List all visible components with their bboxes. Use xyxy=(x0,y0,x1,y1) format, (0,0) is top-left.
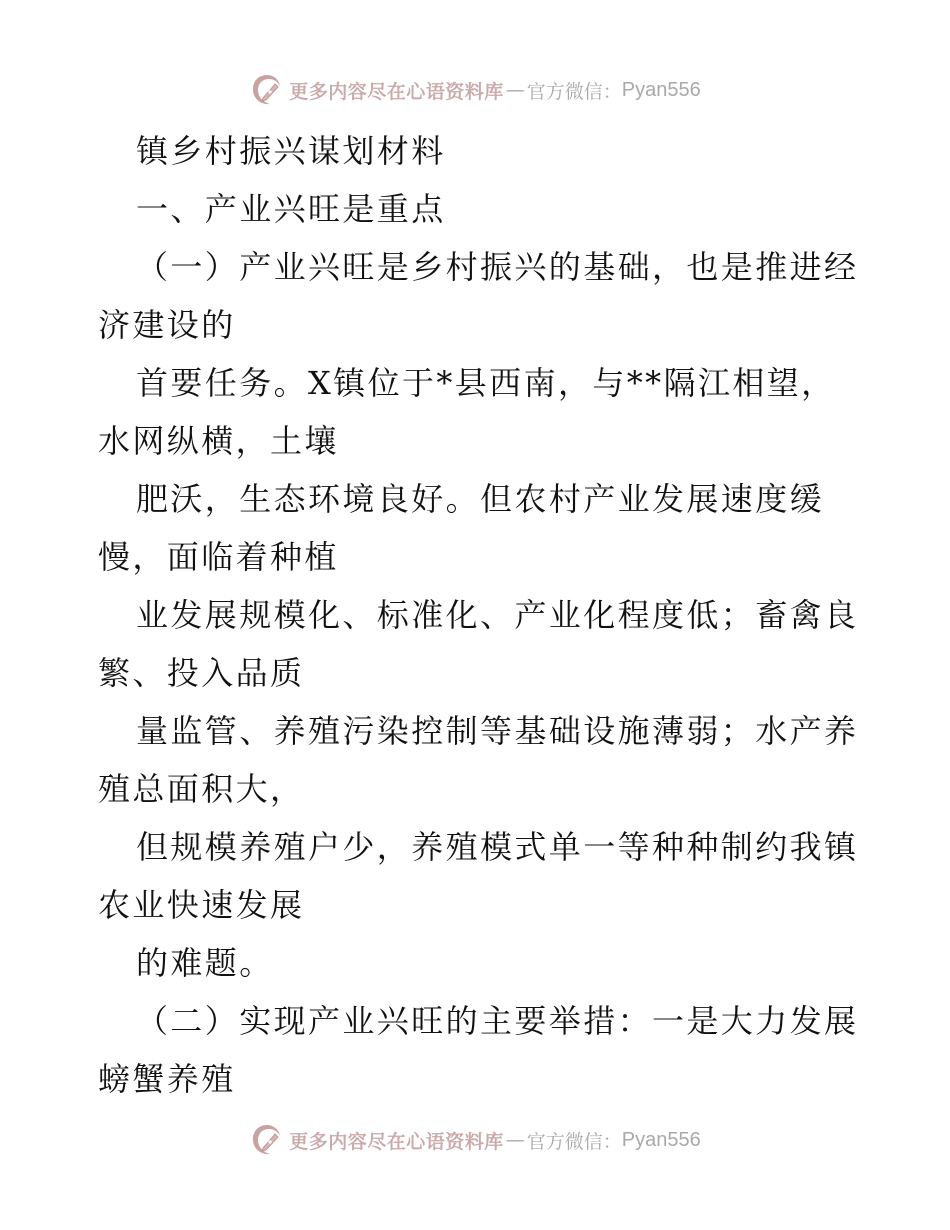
watermark-separator: — xyxy=(505,1129,525,1151)
watermark-site-text: 更多内容尽在心语资料库 xyxy=(289,1130,504,1153)
paragraph-line: 繁、投入品质 xyxy=(98,654,305,692)
paragraph-line: 济建设的 xyxy=(98,306,236,344)
paragraph-line: 首要任务。X镇位于*县西南，与**隔江相望， xyxy=(136,364,836,402)
paragraph-line: 但规模养殖户少，养殖模式单一等种种制约我镇 xyxy=(136,828,859,866)
paragraph-line: （二）实现产业兴旺的主要举措：一是大力发展 xyxy=(136,1002,859,1040)
paragraph-line: 量监管、养殖污染控制等基础设施薄弱；水产养 xyxy=(136,712,859,750)
paragraph-line: 殖总面积大， xyxy=(98,770,305,808)
paragraph-line: 的难题。 xyxy=(136,944,274,982)
watermark-id: Pyan556 xyxy=(621,78,701,101)
paragraph-line: 螃蟹养殖 xyxy=(98,1060,236,1098)
pen-nib-swirl-icon xyxy=(249,1122,285,1158)
paragraph-line: （一）产业兴旺是乡村振兴的基础，也是推进经 xyxy=(136,248,859,286)
watermark-id: Pyan556 xyxy=(621,1128,701,1151)
pen-nib-swirl-icon xyxy=(249,72,285,108)
document-body xyxy=(98,122,858,1108)
watermark-label: 官方微信： xyxy=(526,80,622,103)
watermark-banner-top xyxy=(0,70,950,110)
watermark-separator: — xyxy=(505,79,525,101)
watermark-banner-bottom xyxy=(0,1120,950,1160)
section-heading: 一、产业兴旺是重点 xyxy=(136,190,446,228)
paragraph-line: 慢，面临着种植 xyxy=(98,538,339,576)
paragraph-line: 水网纵横，土壤 xyxy=(98,422,339,460)
paragraph-line: 业发展规模化、标准化、产业化程度低；畜禽良 xyxy=(136,596,859,634)
document-title: 镇乡村振兴谋划材料 xyxy=(136,132,446,170)
watermark-site-text: 更多内容尽在心语资料库 xyxy=(289,80,504,103)
paragraph-line: 农业快速发展 xyxy=(98,886,305,924)
watermark-label: 官方微信： xyxy=(526,1130,622,1153)
paragraph-line: 肥沃，生态环境良好。但农村产业发展速度缓 xyxy=(136,480,825,518)
